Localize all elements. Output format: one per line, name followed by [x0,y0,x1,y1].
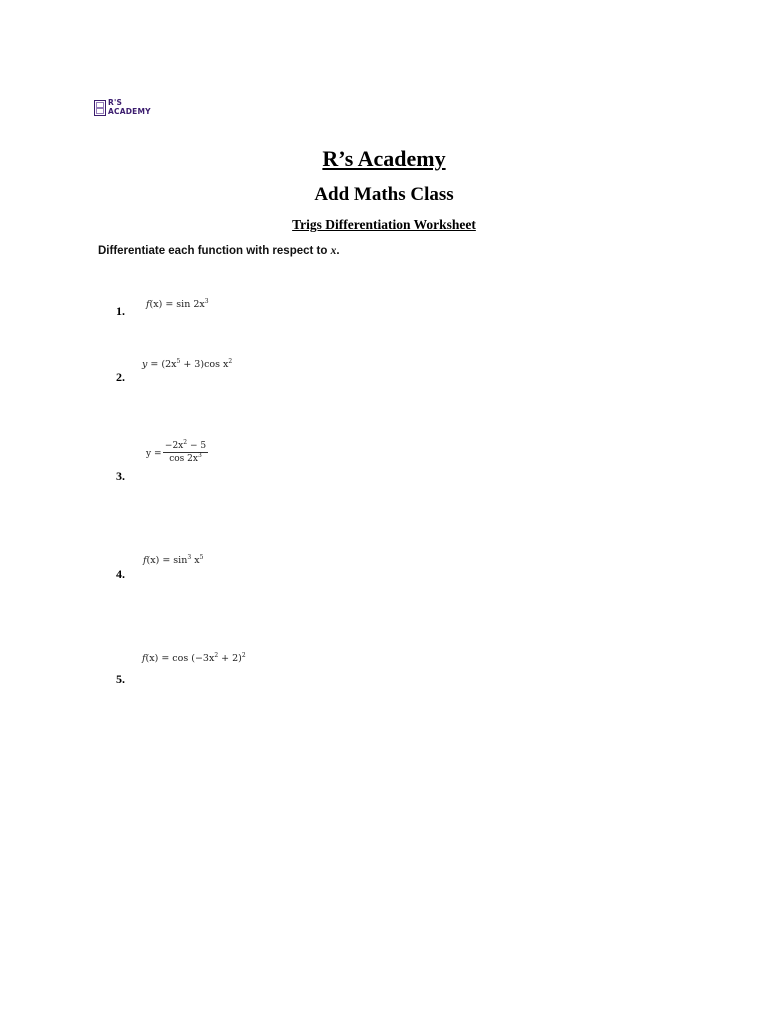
q2-exp-2: 2 [228,358,233,365]
class-subtitle: Add Maths Class [314,184,454,205]
worksheet-title: Trigs Differentiation Worksheet [292,217,476,232]
logo-line-1: R'S [108,98,123,107]
q3-num-exp: 2 [183,439,188,446]
question-4-expression [143,555,203,566]
q4-part-2: x [191,555,200,566]
question-number-1: 1. [116,304,125,318]
question-number-5: 5. [116,672,125,686]
question-5-expression [142,653,246,664]
q1-body: (x) = sin 2x [149,299,205,310]
academy-logo [94,99,150,119]
q1-lhs: f [146,299,150,310]
q2-lhs: y [142,359,148,370]
q3-num-a: −2x [164,441,184,451]
question-3-expression [146,441,216,469]
question-2-expression [142,359,232,370]
q3-denominator [163,454,208,464]
question-number-2: 2. [116,370,125,384]
q4-exp-1: 3 [187,554,192,561]
q5-part-2: + 2) [218,653,242,664]
question-1-expression [146,299,209,310]
q2-part-1: = (2x [147,359,177,370]
q3-den-a: cos 2x [169,454,198,464]
q2-part-2: + 3)cos x [180,359,229,370]
q4-part-1: (x) = sin [146,555,188,566]
q2-exp-1: 5 [176,358,181,365]
q3-lhs: y = [146,449,162,459]
q1-exp: 3 [204,298,209,305]
q5-exp-2: 2 [241,652,246,659]
question-number-3: 3. [116,469,125,483]
q3-den-exp: 3 [197,452,202,459]
question-number-4: 4. [116,567,125,581]
rs-academy-logo-icon [94,100,106,116]
page-title: R’s Academy [322,146,446,171]
q5-part-1: (x) = cos (−3x [145,653,215,664]
q4-lhs: f [143,555,147,566]
instruction-text [98,245,340,257]
instruction-variable: x [330,245,337,257]
logo-line-2: ACADEMY [108,106,151,116]
q5-lhs: f [142,653,146,664]
logo-text [108,99,151,116]
q3-num-b: − 5 [187,441,207,451]
instruction-end: . [336,245,340,257]
q4-exp-2: 5 [199,554,204,561]
q5-exp-1: 2 [214,652,219,659]
instruction-main: Differentiate each function with respect to [98,245,331,257]
